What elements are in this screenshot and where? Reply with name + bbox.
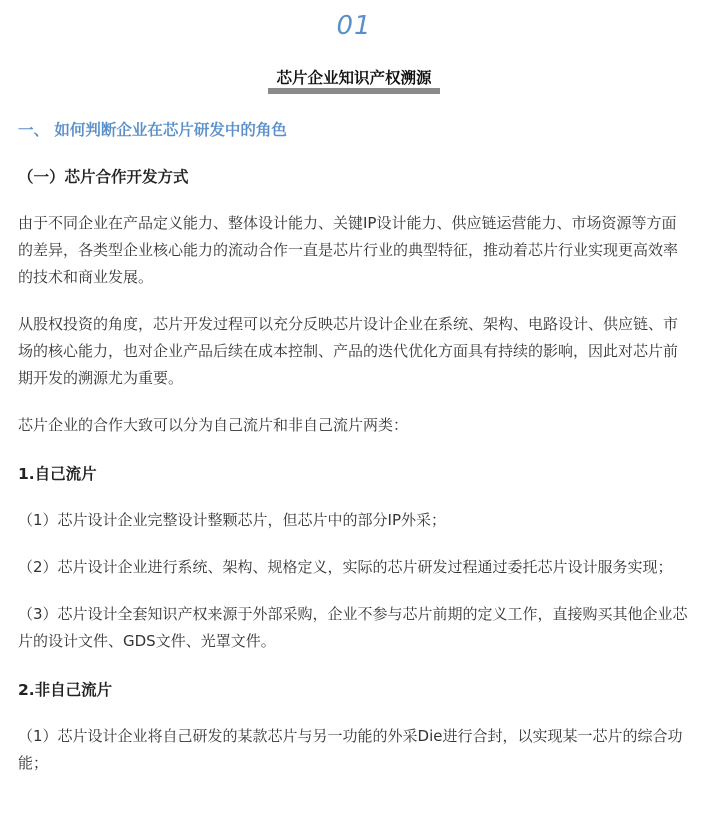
paragraph-industry-feature: 由于不同企业在产品定义能力、整体设计能力、关键IP设计能力、供应链运营能力、市场资源等方面的差异，各类型企业核心能力的流动合作一直是芯片行业的典型特征，推动着芯片行业实现更高效率的技术和商业发展。 [18, 214, 679, 286]
section-title: 芯片企业知识产权溯源 [268, 67, 439, 89]
list-item-own-1: （1）芯片设计企业完整设计整颗芯片，但芯片中的部分IP外采； [18, 511, 447, 529]
heading-non-own-tapeout: 2.非自己流片 [18, 681, 113, 699]
paragraph-equity-perspective: 从股权投资的角度，芯片开发过程可以充分反映芯片设计企业在系统、架构、电路设计、供应链、市场的核心能力，也对企业产品后续在成本控制、产品的迭代优化方面具有持续的影响，因此对芯片前期开发的溯源尤为重要。 [18, 315, 679, 387]
list-item-own-2: （2）芯片设计企业进行系统、架构、规格定义，实际的芯片研发过程通过委托芯片设计服务实现； [18, 558, 673, 576]
list-item-own-3: （3）芯片设计全套知识产权来源于外部采购，企业不参与芯片前期的定义工作，直接购买其他企业芯片的设计文件、GDS文件、光罩文件。 [18, 605, 688, 650]
heading-role-in-chip-rd: 一、 如何判断企业在芯片研发中的角色 [18, 121, 287, 139]
list-item-non-own-1: （1）芯片设计企业将自己研发的某款芯片与另一功能的外采Die进行合封，以实现某一芯片的综合功能； [18, 727, 683, 772]
section-number: 01 [336, 11, 372, 41]
heading-own-tapeout: 1.自己流片 [18, 465, 97, 483]
heading-cooperation-mode: （一）芯片合作开发方式 [18, 168, 189, 186]
section-title-wrap [18, 67, 690, 97]
paragraph-cooperation-types: 芯片企业的合作大致可以分为自己流片和非自己流片两类： [18, 416, 409, 434]
